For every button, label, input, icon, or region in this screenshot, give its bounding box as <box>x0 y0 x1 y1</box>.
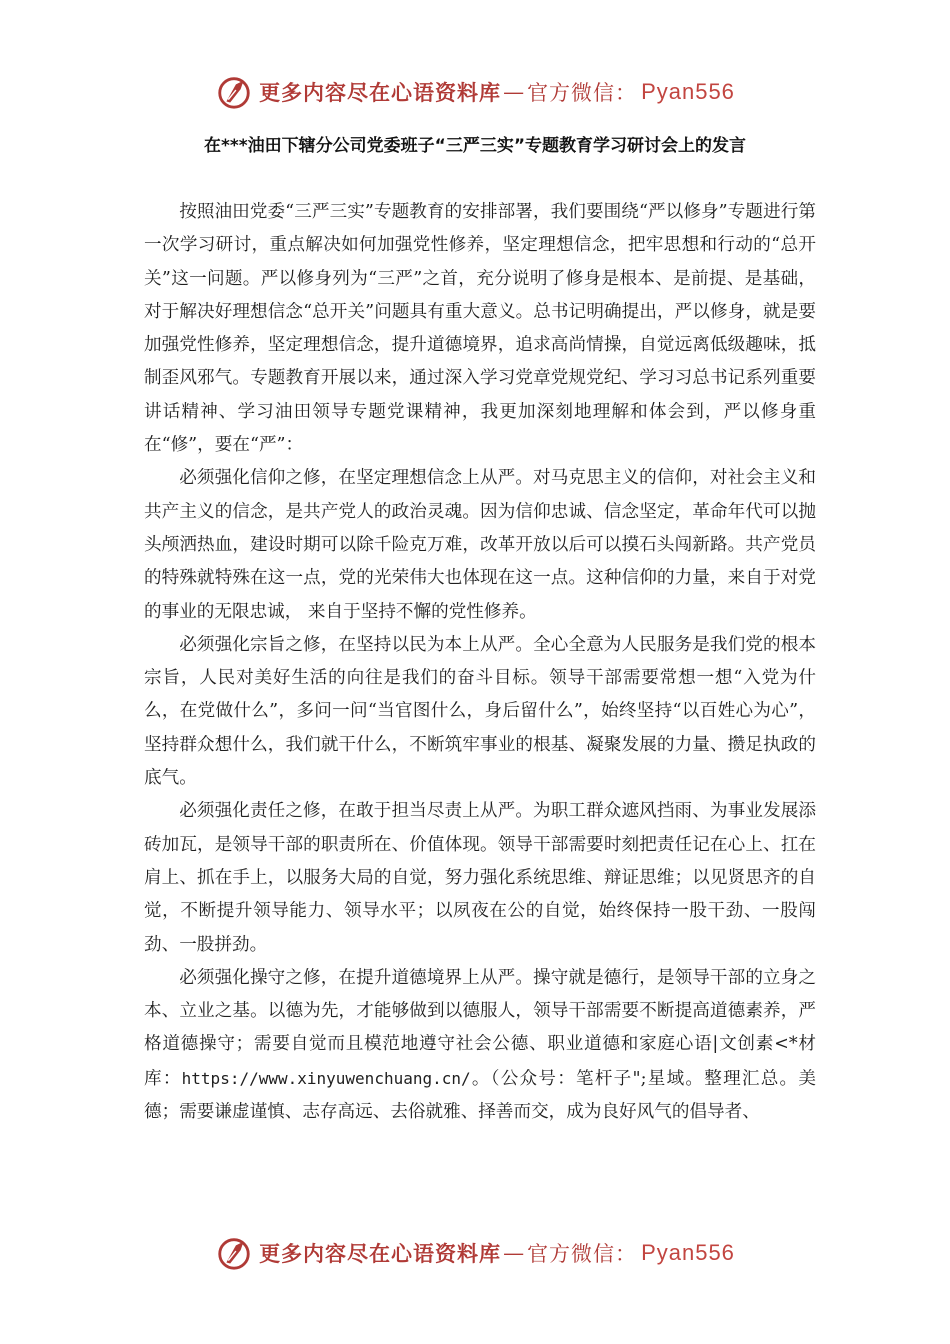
banner-wechat-label: 官方微信： <box>527 1242 638 1266</box>
paragraph-faith: 必须强化信仰之修，在坚定理想信念上从严。对马克思主义的信仰，对社会主义和共产主义的信念，是共产党人的政治灵魂。因为信仰忠诚、信念坚定，革命年代可以抛头颅洒热血，建设时期可以除千险克万难，改革开放以后可以摸石头闯新路。共产党员的特殊就特殊在这一点，党的光荣伟大也体现在这一点。这种信仰的力量，来自于对党的事业的无限忠诚， 来自于坚持不懈的党性修养。 <box>144 468 816 622</box>
paragraph-purpose: 必须强化宗旨之修，在坚持以民为本上从严。全心全意为人民服务是我们党的根本宗旨，人民对美好生活的向往是我们的奋斗目标。领导干部需要常想一想“入党为什么，在党做什么”，多问一问“当官图什么，身后留什么”，始终坚持“以百姓心为心”，坚持群众想什么，我们就干什么，不断筑牢事业的根基、凝聚发展的力量、攒足执政的底气。 <box>144 634 816 789</box>
banner-account-id: Pyan556 <box>641 1240 735 1265</box>
paragraph-responsibility: 必须强化责任之修，在敢于担当尽责上从严。为职工群众遮风挡雨、为事业发展添砖加瓦，是领导干部的职责所在、价值体现。领导干部需要时刻把责任记在心上、扛在肩上、抓在手上，以服务大局的自觉，努力强化系统思维、辩证思维；以见贤思齐的自觉，不断提升领导能力、领导水平；以夙夜在公的自觉，始终保持一股干劲、一股闯劲、一股拼劲。 <box>144 801 816 955</box>
banner-account-id: Pyan556 <box>641 79 735 104</box>
paragraph-intro: 按照油田党委“三严三实”专题教育的安排部署，我们要围绕“严以修身”专题进行第一次学习研讨，重点解决如何加强党性修养，坚定理想信念，把牢思想和行动的“总开关”这一问题。严以修身列为“三严”之首，充分说明了修身是根本、是前提、是基础，对于解决好理想信念“总开关”问题具有重大意义。总书记明确提出，严以修身，就是要加强党性修养，坚定理想信念，提升道德境界，追求高尚情操，自觉远离低级趣味，抵制歪风邪气。专题教育开展以来，通过深入学习党章党规党纪、学习习总书记系列重要讲话精神、学习油田领导专题党课精神，我更加深刻地理解和体会到，严以修身重在“修”，要在“严”： <box>144 202 816 456</box>
pen-nib-logo-icon <box>215 1234 253 1272</box>
paragraph-integrity-text-b: 。（公众号：笔杆子";星域。整理汇总。美德；需要谦虚谨慎、志存高远、去俗就雅、择善而交，成为良好风气的倡导者、 <box>144 1068 816 1123</box>
banner-separator: — <box>503 1241 526 1265</box>
document-title: 在***油田下辖分公司党委班子“三严三实”专题教育学习研讨会上的发言 <box>203 136 746 156</box>
header-watermark-banner <box>0 72 950 112</box>
banner-brand-text: 更多内容尽在心语资料库 <box>259 1241 502 1266</box>
banner-brand-text: 更多内容尽在心语资料库 <box>259 80 502 105</box>
pen-nib-logo-icon <box>215 73 253 111</box>
footer-watermark-banner <box>0 1233 950 1273</box>
banner-wechat-label: 官方微信： <box>527 81 638 105</box>
document-body <box>144 196 816 1129</box>
paragraph-integrity-text-a: 必须强化操守之修，在提升道德境界上从严。操守就是德行，是领导干部的立身之本、立业之基。以德为先，才能够做到以德服人，领导干部需要不断提高道德素养，严格道德操守；需要自觉而且模范地遵守社会公德、职业道德和家庭心语|文创素<*材库： <box>144 967 816 1089</box>
source-url-text: https://www.xinyuwenchuang.cn/ <box>181 1068 471 1088</box>
banner-separator: — <box>503 80 526 104</box>
paragraph-integrity <box>144 962 816 1129</box>
